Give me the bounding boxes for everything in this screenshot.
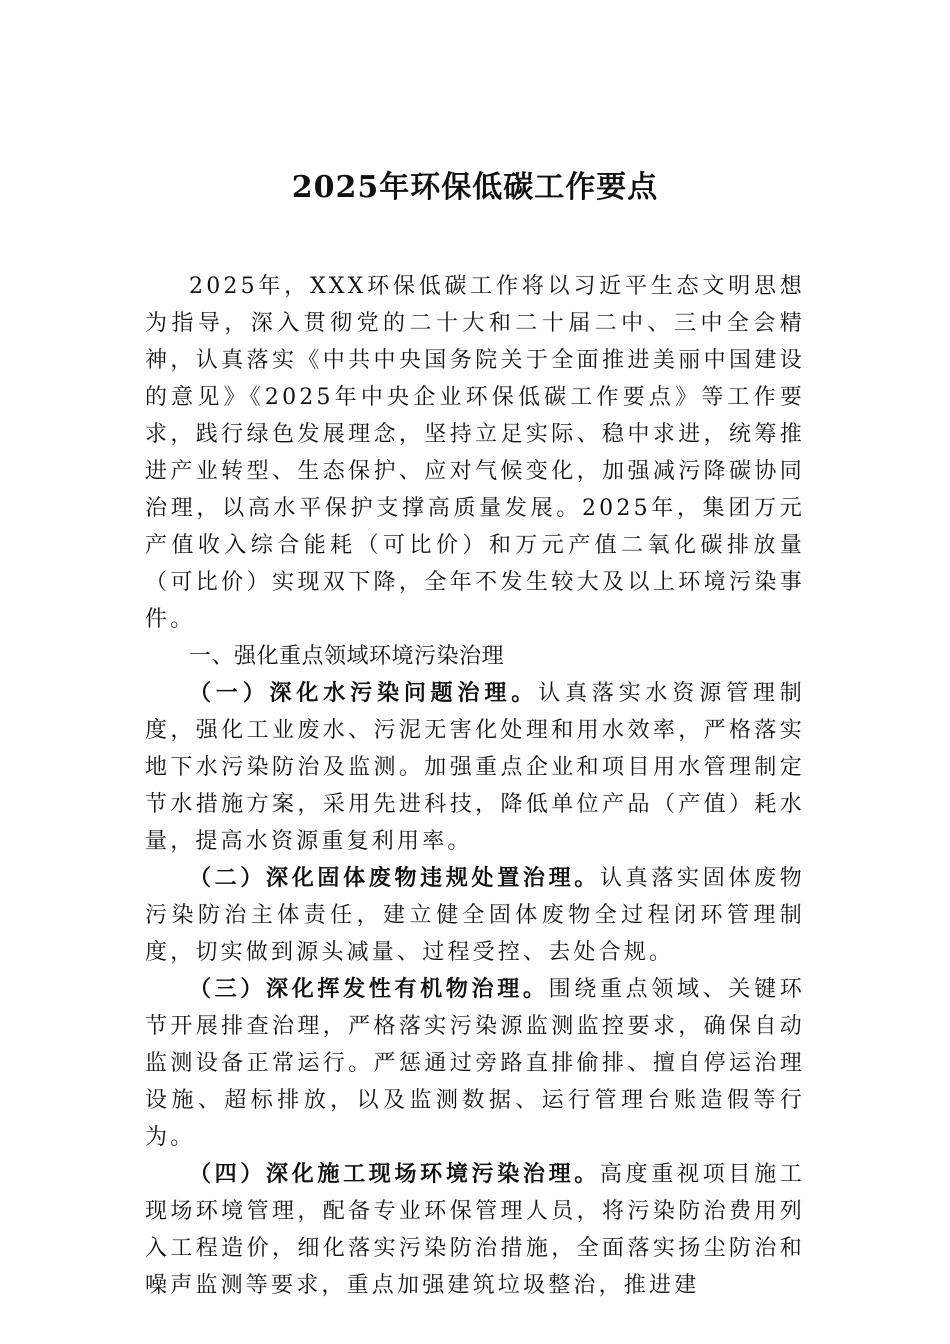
item-paragraph-2 xyxy=(145,860,805,971)
item-lead: （四）深化施工现场环境污染治理。 xyxy=(189,1161,600,1187)
item-paragraph-4 xyxy=(145,1156,805,1304)
item-paragraph-3 xyxy=(145,971,805,1156)
document-title: 2025年环保低碳工作要点 xyxy=(291,170,659,205)
document-page xyxy=(145,160,805,1304)
item-text: 高度重视项目施工现场环境管理，配备专业环保管理人员，将污染防治费用列入工程造价，细化落实污染防治措施，全面落实扬尘防治和噪声监测等要求，重点加强建筑垃圾整治，推进建 xyxy=(145,1162,805,1298)
item-text: 围绕重点领域、关键环节开展排查治理，严格落实污染源监测监控要求，确保自动监测设备正常运行。严惩通过旁路直排偷排、擅自停运治理设施、超标排放，以及监测数据、运行管理台账造假等行为。 xyxy=(145,977,805,1150)
section-heading: 一、强化重点领域环境污染治理 xyxy=(189,644,505,669)
item-lead: （二）深化固体废物违规处置治理。 xyxy=(189,865,600,891)
item-text: 认真落实水资源管理制度，强化工业废水、污泥无害化处理和用水效率，严格落实地下水污染防治及监测。加强重点企业和项目用水管理制定节水措施方案，采用先进科技，降低单位产品（产值）耗水量，提高水资源重复利用率。 xyxy=(145,681,805,854)
item-paragraph-1 xyxy=(145,675,805,860)
item-lead: （一）深化水污染问题治理。 xyxy=(189,680,539,706)
item-lead: （三）深化挥发性有机物治理。 xyxy=(189,976,549,1002)
intro-paragraph: 2025年，XXX环保低碳工作将以习近平生态文明思想为指导，深入贯彻党的二十大和二十届二中、三中全会精神，认真落实《中共中央国务院关于全面推进美丽中国建设的意见》《2025年中央企业环保低碳工作要点》等工作要求，践行绿色发展理念，坚持立足实际、稳中求进，统筹推进产业转型、生态保护、应对气候变化，加强减污降碳协同治理，以高水平保护支撑高质量发展。2025年，集团万元产值收入综合能耗（可比价）和万元产值二氧化碳排放量（可比价）实现双下降，全年不发生较大及以上环境污染事件。 xyxy=(145,274,805,632)
item-text: 认真落实固体废物污染防治主体责任，建立健全固体废物全过程闭环管理制度，切实做到源头减量、过程受控、去处合规。 xyxy=(145,866,805,965)
